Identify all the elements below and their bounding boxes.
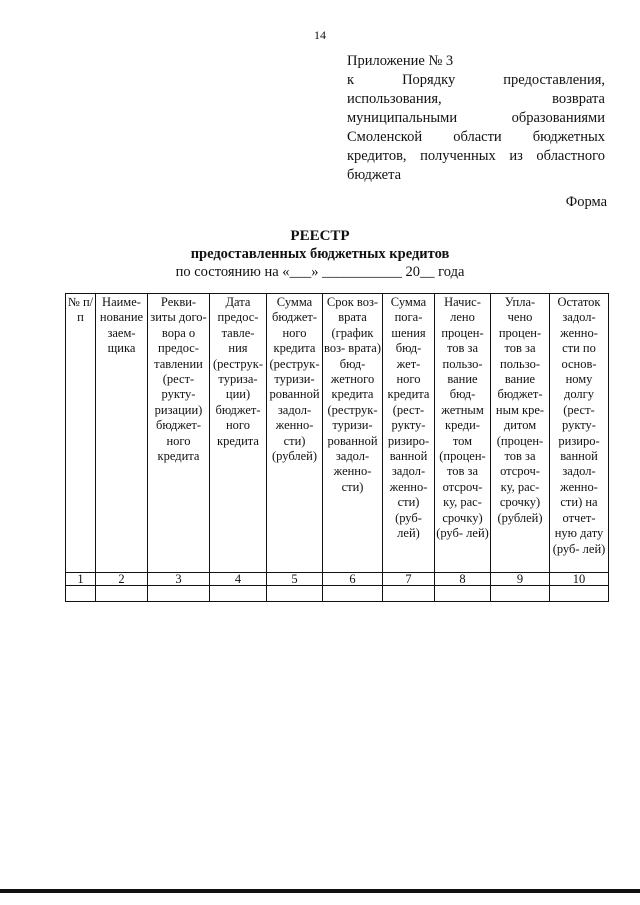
as-of-date-line: по состоянию на «___» ___________ 20__ года [175,264,465,280]
table-header-row [66,294,609,573]
table-cell [323,586,383,602]
column-header: Рекви- зиты дого- вора о предос- тавлении (рест- рукту- ризации) бюджет- ного кредита [148,294,210,573]
document-title: РЕЕСТР [290,228,350,244]
column-number: 1 [66,573,96,586]
form-label: Форма [565,194,607,210]
bottom-scan-border [0,889,640,893]
column-header: Дата предос- тавле- ния (реструк- туриза- ции) бюджет- ного кредита [210,294,267,573]
column-header: № п/п [66,294,96,573]
table-cell [210,586,267,602]
appendix-line: Смоленской области бюджетных [347,129,605,145]
column-header: Упла- чено процен- тов за пользо- вание бюджет- ным кре- дитом (процен- тов за отсроч- ку, рас- срочку) (рублей) [491,294,550,573]
column-header: Наиме- нование заем- щика [96,294,148,573]
table-cell [66,586,96,602]
column-number-row [66,573,609,586]
column-number: 4 [210,573,267,586]
column-number: 10 [550,573,609,586]
column-header: Начис- лено процен- тов за пользо- вание бюд- жетным креди- том (процен- тов за отсроч- ку, рас- срочку) (руб- лей) [435,294,491,573]
column-number: 8 [435,573,491,586]
registry-table [65,293,609,602]
column-number: 5 [267,573,323,586]
table-cell [148,586,210,602]
column-number: 3 [148,573,210,586]
appendix-line: кредитов, полученных из областного [347,148,605,164]
table-cell [383,586,435,602]
table-cell [435,586,491,602]
appendix-line: бюджета [347,167,402,183]
appendix-line: Приложение № 3 [347,53,454,69]
appendix-line: к Порядку предоставления, [347,72,605,88]
table-row [66,586,609,602]
document-subtitle: предоставленных бюджетных кредитов [190,246,450,262]
page-number: 14 [314,28,326,42]
column-header: Сумма бюджет- ного кредита (реструк- туризи- рованной задол- женно- сти) (рублей) [267,294,323,573]
table-cell [550,586,609,602]
table-cell [267,586,323,602]
column-number: 6 [323,573,383,586]
column-number: 7 [383,573,435,586]
table-cell [491,586,550,602]
column-number: 2 [96,573,148,586]
column-header: Сумма пога- шения бюд- жет- ного кредита (рест- рукту- ризиро- ванной задол- женно- сти) (руб- лей) [383,294,435,573]
appendix-line: муниципальными образованиями [347,110,605,126]
table-cell [96,586,148,602]
column-header: Срок воз- врата (график воз- врата) бюд- жетного кредита (реструк- туризи- рованной задол- женно- сти) [323,294,383,573]
appendix-block [347,52,605,185]
column-header: Остаток задол- женно- сти по основ- ному долгу (рест- рукту- ризиро- ванной задол- женно- сти) на отчет- ную дату (руб- лей) [550,294,609,573]
column-number: 9 [491,573,550,586]
appendix-line: использования, возврата [347,91,605,107]
